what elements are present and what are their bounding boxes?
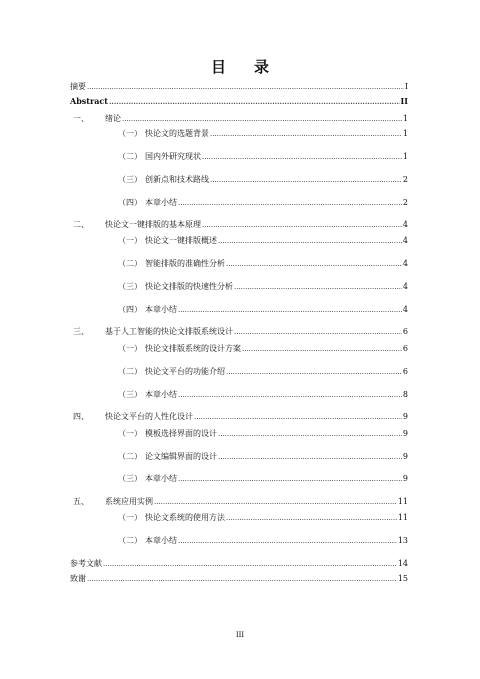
toc-entry[interactable]	[73, 495, 408, 507]
toc-entry-title: 国内外研究现状	[145, 152, 201, 161]
toc-entry[interactable]	[118, 303, 408, 315]
toc-entry[interactable]	[118, 173, 408, 185]
toc-entry[interactable]	[73, 218, 408, 230]
toc-entry-title: 本章小结	[145, 536, 177, 545]
toc-entry-number: （二）	[118, 152, 142, 161]
toc-entry-number: （一）	[118, 236, 142, 245]
toc-leader-dots	[87, 83, 404, 92]
toc-entry-number: （三）	[118, 282, 142, 291]
toc-leader-dots	[178, 537, 397, 546]
toc-entry-page: 4	[402, 305, 408, 314]
toc-leader-dots	[109, 97, 400, 106]
toc-entry-page: 13	[397, 536, 408, 545]
page-title	[0, 56, 480, 77]
toc-entry[interactable]	[70, 80, 408, 92]
toc-entry-number: （三）	[118, 474, 142, 483]
toc-entry-title: 论文编辑界面的设计	[145, 452, 217, 461]
toc-entry-title: 系统应用实例	[105, 497, 153, 506]
toc-entry-number: （四）	[118, 305, 142, 314]
toc-entry[interactable]	[73, 325, 408, 337]
toc-entry[interactable]	[73, 410, 408, 422]
toc-entry-page: 9	[402, 429, 408, 438]
toc-entry-title: 快论文排版系统的设计方案	[145, 344, 241, 353]
toc-entry[interactable]	[70, 572, 408, 584]
toc-entry-page: 15	[397, 574, 408, 583]
toc-leader-dots	[87, 575, 397, 584]
toc-entry-number: 二、	[73, 220, 89, 229]
title-char-1: 目	[210, 58, 226, 76]
toc-leader-dots	[122, 115, 402, 124]
toc-entry-page: 11	[397, 497, 408, 506]
toc-entry-title: 快论文平台的人性化设计	[105, 412, 193, 421]
toc-entry-page: 4	[402, 236, 408, 245]
toc-leader-dots	[226, 368, 402, 377]
toc-entry-title: 快论文的选题背景	[145, 129, 209, 138]
toc-entry[interactable]	[118, 196, 408, 208]
toc-entry-page: 4	[402, 220, 408, 229]
toc-entry[interactable]	[118, 511, 408, 523]
toc-entry-page: 9	[402, 452, 408, 461]
title-char-2: 录	[254, 58, 270, 76]
toc-entry-page: 6	[402, 367, 408, 376]
toc-entry-number: （三）	[118, 390, 142, 399]
toc-entry-number: （二）	[118, 452, 142, 461]
toc-entry[interactable]	[118, 342, 408, 354]
toc-leader-dots	[178, 391, 402, 400]
toc-entry-title: 摘要	[70, 82, 86, 91]
toc-entry-number: （二）	[118, 536, 142, 545]
toc-leader-dots	[178, 199, 402, 208]
toc-entry-title: 快论文平台的功能介绍	[145, 367, 225, 376]
toc-entry-title: 模板选择界面的设计	[145, 429, 217, 438]
toc-leader-dots	[242, 345, 402, 354]
toc-entry[interactable]	[118, 257, 408, 269]
toc-entry-page: 2	[402, 198, 408, 207]
toc-entry-page: 2	[402, 175, 408, 184]
toc-leader-dots	[218, 237, 402, 246]
toc-entry-page: 9	[402, 412, 408, 421]
toc-entry-page: 6	[402, 344, 408, 353]
toc-leader-dots	[218, 453, 402, 462]
toc-leader-dots	[202, 153, 402, 162]
toc-entry-number: （二）	[118, 367, 142, 376]
toc-leader-dots	[178, 475, 402, 484]
toc-entry[interactable]	[118, 365, 408, 377]
toc-entry[interactable]	[118, 534, 408, 546]
toc-entry-number: （三）	[118, 175, 142, 184]
toc-entry-title: 参考文献	[70, 559, 102, 568]
toc-entry[interactable]	[118, 450, 408, 462]
toc-entry[interactable]	[70, 94, 408, 106]
toc-entry-page: II	[400, 96, 408, 106]
toc-leader-dots	[154, 498, 397, 507]
toc-entry-number: 四、	[73, 412, 89, 421]
toc-entry[interactable]	[70, 557, 408, 569]
toc-leader-dots	[194, 413, 402, 422]
toc-entry-title: 绪论	[105, 114, 121, 123]
toc-entry-title: 本章小结	[145, 305, 177, 314]
toc-entry-number: （一）	[118, 429, 142, 438]
toc-entry[interactable]	[118, 472, 408, 484]
toc-leader-dots	[178, 306, 402, 315]
toc-entry-title: 创新点和技术路线	[145, 175, 209, 184]
toc-leader-dots	[202, 221, 402, 230]
toc-leader-dots	[234, 283, 402, 292]
toc-entry-title: 智能排版的准确性分析	[145, 259, 225, 268]
toc-entry[interactable]	[118, 280, 408, 292]
toc-entry-page: I	[404, 82, 408, 91]
toc-entry-title: 本章小结	[145, 474, 177, 483]
toc-entry-title: 本章小结	[145, 198, 177, 207]
toc-leader-dots	[218, 430, 402, 439]
toc-entry-page: 4	[402, 259, 408, 268]
toc-entry[interactable]	[118, 127, 408, 139]
toc-entry[interactable]	[118, 427, 408, 439]
toc-entry-page: 8	[402, 390, 408, 399]
page-number: III	[235, 631, 245, 639]
toc-entry-page: 4	[402, 282, 408, 291]
toc-entry-page: 11	[397, 513, 408, 522]
toc-entry-page: 14	[397, 559, 408, 568]
toc-entry-page: 1	[402, 114, 408, 123]
toc-entry-number: （二）	[118, 259, 142, 268]
toc-leader-dots	[210, 176, 402, 185]
toc-leader-dots	[210, 130, 402, 139]
toc-entry-title: 基于人工智能的快论文排版系统设计	[105, 327, 233, 336]
toc-entry[interactable]	[118, 150, 408, 162]
toc-entry-page: 1	[402, 152, 408, 161]
toc-entry-number: （一）	[118, 129, 142, 138]
toc-entry-number: （四）	[118, 198, 142, 207]
toc-leader-dots	[103, 560, 397, 569]
toc-entry-number: 三、	[73, 327, 89, 336]
toc-leader-dots	[226, 260, 402, 269]
toc-entry-page: 9	[402, 474, 408, 483]
toc-entry-title: 本章小结	[145, 390, 177, 399]
toc-entry-page: 1	[402, 129, 408, 138]
toc-entry-number: 一、	[73, 114, 89, 123]
toc-entry[interactable]	[118, 234, 408, 246]
toc-entry[interactable]	[73, 112, 408, 124]
toc-entry-title: 快论文系统的使用方法	[145, 513, 225, 522]
toc-entry-number: （一）	[118, 513, 142, 522]
toc-entry-title: 快论文一键排版概述	[145, 236, 217, 245]
toc-entry[interactable]	[118, 388, 408, 400]
toc-entry-title: 快论文排版的快速性分析	[145, 282, 233, 291]
toc-leader-dots	[226, 514, 397, 523]
toc-entry-title: Abstract	[70, 96, 108, 106]
toc-entry-number: （一）	[118, 344, 142, 353]
toc-entry-page: 6	[402, 327, 408, 336]
toc-entry-number: 五、	[73, 497, 89, 506]
toc-leader-dots	[234, 328, 402, 337]
toc-entry-title: 快论文一键排版的基本原理	[105, 220, 201, 229]
toc-entry-title: 致谢	[70, 574, 86, 583]
